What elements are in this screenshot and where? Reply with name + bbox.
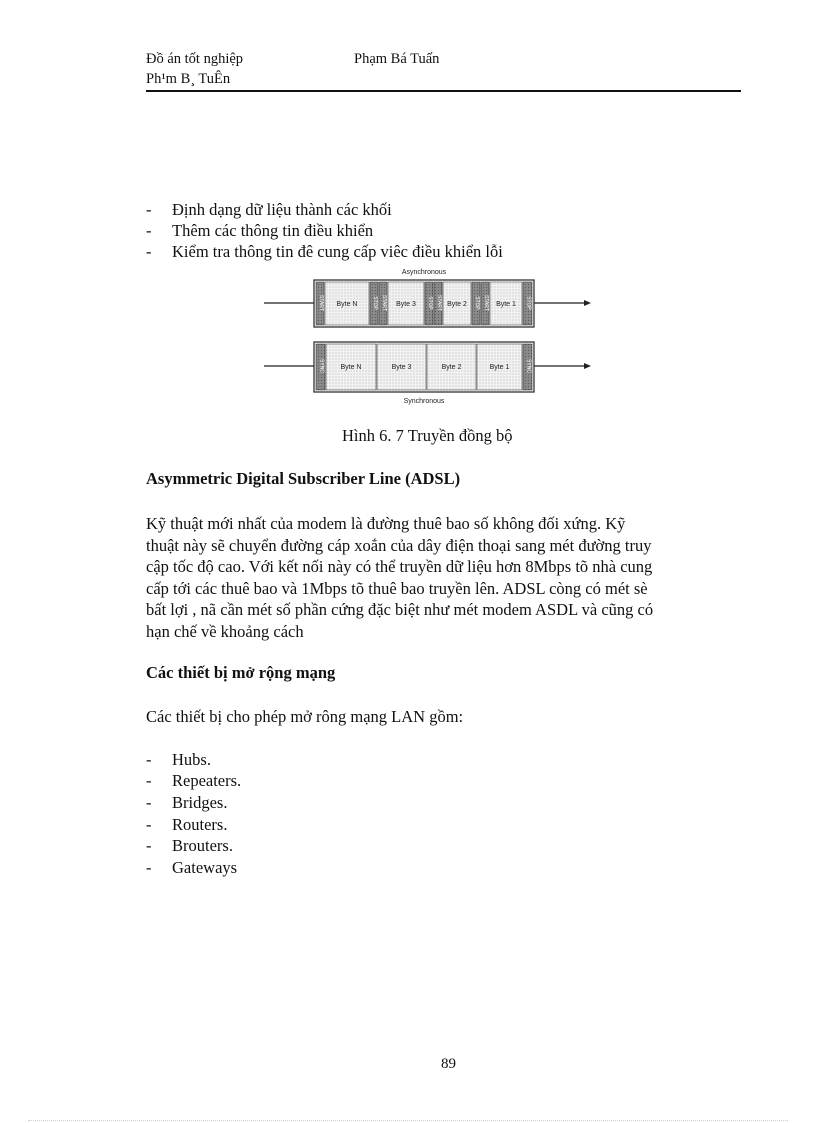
sync-byte-1 [477, 344, 522, 390]
svg-text:Byte 2: Byte 2 [447, 301, 467, 308]
svg-text:Byte 2: Byte 2 [441, 364, 462, 371]
async-label: Asynchronous [401, 269, 447, 276]
bullet-dash: - [146, 771, 152, 790]
list-item [146, 220, 373, 241]
list-item [146, 792, 227, 813]
bullet-dash: - [146, 793, 152, 812]
paragraph-line: cấp tới các thuê bao và 1Mbps tõ thuê bao truyền lên. ADSL còng có mét sè [146, 578, 648, 598]
list-item [146, 199, 392, 220]
list-item-text: Gateways [172, 858, 238, 877]
bullet-dash: - [146, 750, 152, 769]
async-arrow-icon [584, 300, 591, 306]
svg-text:SYNC: SYNC [525, 359, 532, 373]
header-title: Đồ án tốt nghiệp [146, 51, 244, 67]
list-item [146, 814, 227, 835]
paragraph-line: cập tốc độ cao. Với kết nối này có thể truyền dữ liệu hơn 8Mbps tõ nhà cung [146, 557, 653, 576]
svg-text:STOP: STOP [372, 296, 378, 310]
bullet-dash: - [146, 200, 152, 219]
transmission-diagram [260, 262, 600, 410]
sync-label: Synchronous [403, 398, 445, 405]
bullet-dash: - [146, 221, 152, 240]
async-byte-3 [388, 282, 424, 325]
bullet-dash: - [146, 858, 152, 877]
svg-text:START: START [436, 295, 442, 311]
async-start-3 [434, 282, 442, 325]
svg-text:START: START [381, 295, 387, 311]
page-bottom-rule [28, 1120, 788, 1121]
list-item-text: Định dạng dữ liệu thành các khối [172, 200, 392, 219]
section-heading-expand: Các thiết bị mở rộng mạng [146, 663, 336, 682]
sync-byte-n [326, 344, 376, 390]
list-item-text: Hubs. [172, 750, 211, 769]
list-item [146, 857, 237, 878]
paragraph-line: thuật này sẽ chuyển đường cáp xoắn của dây điện thoại sang mét đường truy [146, 535, 652, 555]
bullet-dash: - [146, 836, 152, 855]
async-byte-1 [490, 282, 522, 325]
bullet-dash: - [146, 815, 152, 834]
async-byte-2 [443, 282, 471, 325]
adsl-paragraph [146, 513, 741, 642]
sync-arrow-icon [584, 363, 591, 369]
list-item [146, 770, 241, 791]
list-item-text: Thêm các thông tin điều khiển [172, 221, 374, 240]
async-start-2 [379, 282, 387, 325]
svg-text:STOP: STOP [474, 296, 480, 310]
list-item [146, 835, 233, 856]
async-start-1 [316, 282, 324, 325]
page-number: 89 [441, 1056, 456, 1072]
svg-text:SYNC: SYNC [318, 359, 325, 373]
svg-text:Byte 3: Byte 3 [391, 364, 412, 371]
async-stop-1 [370, 282, 378, 325]
header-rule [146, 90, 741, 92]
list-item [146, 241, 503, 262]
svg-text:START: START [483, 295, 489, 311]
async-stop-3 [472, 282, 480, 325]
async-start-4 [481, 282, 489, 325]
svg-text:Byte N: Byte N [340, 364, 362, 371]
section-heading-adsl: Asymmetric Digital Subscriber Line (ADSL) [146, 469, 461, 488]
svg-text:Byte 1: Byte 1 [489, 364, 510, 371]
sync-sync-1 [316, 344, 325, 390]
list-item-text: Brouters. [172, 836, 233, 855]
paragraph-line: hạn chế về khoảng cách [146, 621, 304, 641]
list-item [146, 749, 211, 770]
svg-text:Byte N: Byte N [336, 301, 358, 308]
svg-text:Byte 1: Byte 1 [496, 301, 516, 308]
async-stop-2 [425, 282, 433, 325]
list-item-text: Repeaters. [172, 771, 242, 790]
svg-text:Byte 3: Byte 3 [396, 301, 416, 308]
sync-sync-2 [523, 344, 532, 390]
bullet-dash: - [146, 242, 152, 261]
svg-text:STOP: STOP [427, 296, 433, 310]
async-byte-n [325, 282, 369, 325]
sync-byte-3 [377, 344, 426, 390]
list-item-text: Routers. [172, 815, 228, 834]
paragraph-line: Kỹ thuật mới nhất của modem là đường thuê bao số không đối xứng. Kỹ [146, 514, 626, 533]
sync-byte-2 [427, 344, 476, 390]
header-author-legacy: Ph¹m B¸ TuÊn [146, 71, 231, 87]
svg-text:STOP: STOP [525, 296, 532, 310]
list-item-text: Bridges. [172, 793, 228, 812]
expand-intro: Các thiết bị cho phép mở rông mạng LAN gồm: [146, 707, 464, 726]
svg-text:START: START [318, 295, 324, 311]
list-item-text: Kiểm tra thông tin đê cung cấp viêc điều khiển lỗi [172, 242, 503, 261]
figure-caption: Hình 6. 7 Truyền đồng bộ [342, 426, 513, 445]
header-author: Phạm Bá Tuấn [354, 51, 440, 67]
paragraph-line: bất lợi , nã cần mét số phần cứng đặc biệt như mét modem ASDL và cũng có [146, 600, 654, 619]
async-stop-4 [523, 282, 532, 325]
